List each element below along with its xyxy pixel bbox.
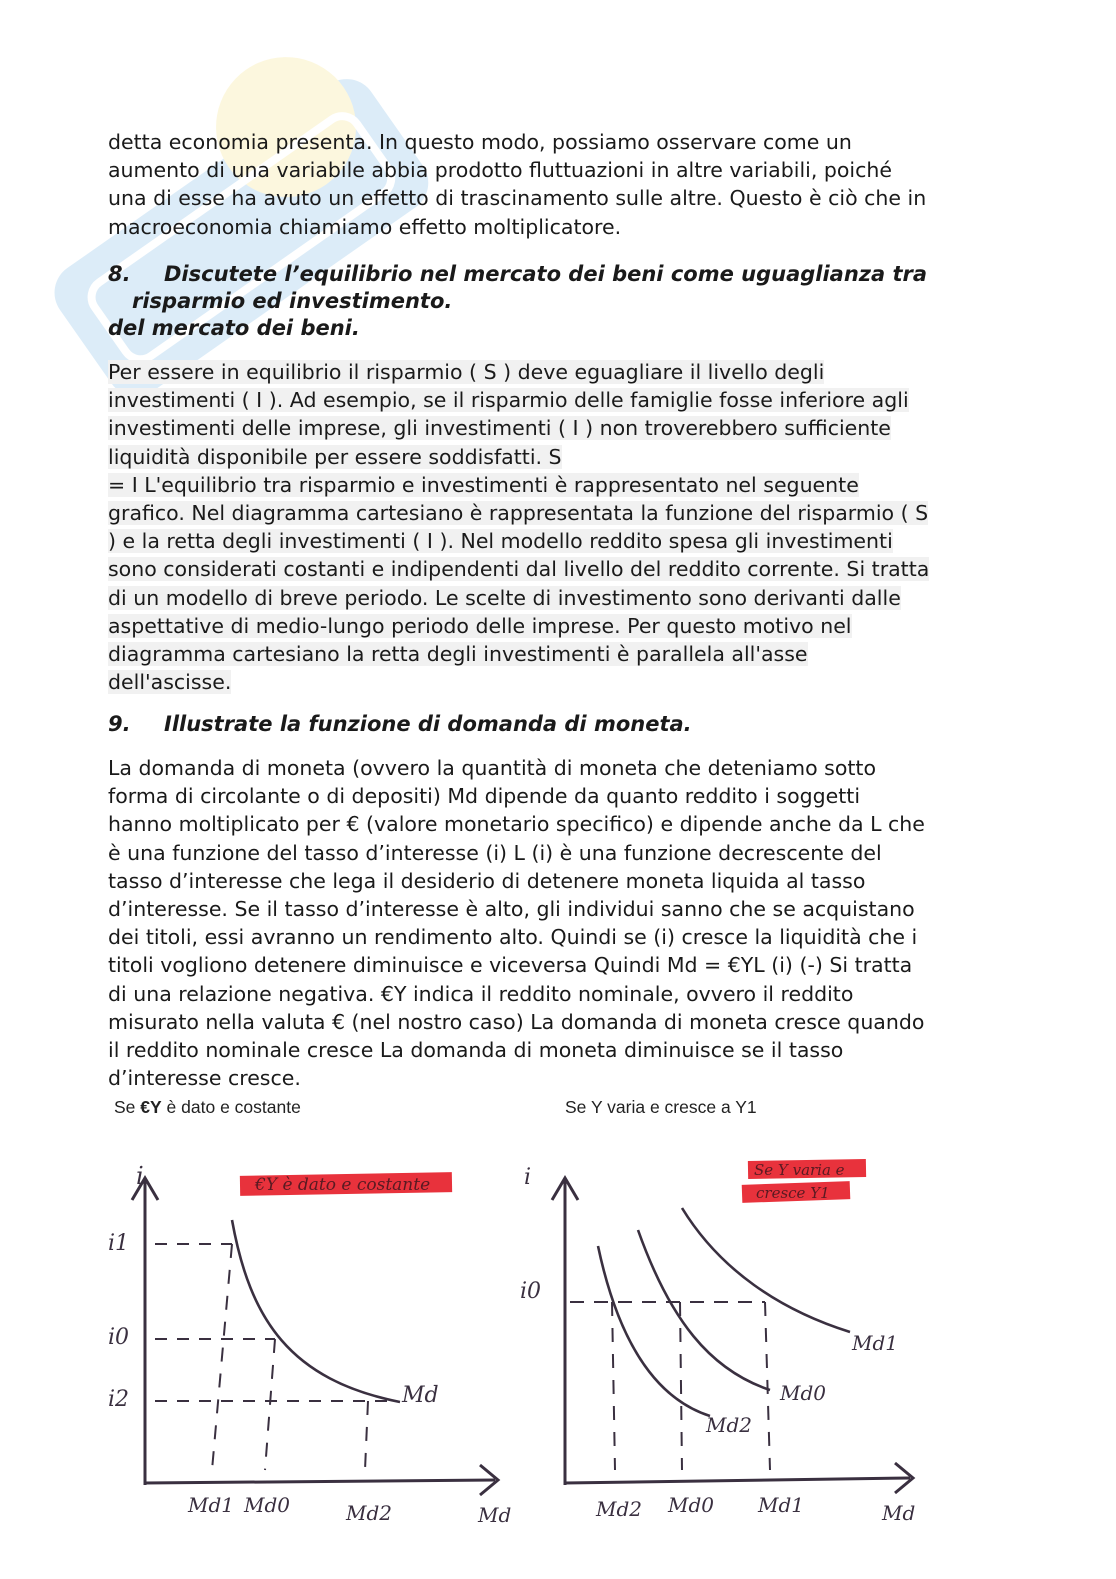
text-line: diagramma cartesiano la retta degli investimenti è parallela all'asse [108,642,808,667]
text-line: hanno moltiplicato per € (valore monetario specifico) e dipende anche da L che [108,812,925,837]
right-graph-caption: Se Y varia e cresce a Y1 [565,1097,757,1117]
text-line: investimenti delle imprese, gli investimenti ( I ) non troverebbero sufficiente [108,416,891,441]
question-title-cont: risparmio ed investimento. [132,289,453,313]
question-9-heading [108,711,1008,738]
red-tag-label: Se Y varia e [754,1161,845,1179]
question-number: 9. [108,712,131,736]
tick-md0: Md0 [244,1493,291,1517]
tick-md1: Md1 [758,1493,805,1517]
text-line: è una funzione del tasso d’interesse (i) L (i) è una funzione decrescente del [108,840,882,865]
text-line: dell'ascisse. [108,670,232,695]
text-line: di una relazione negativa. €Y indica il reddito nominale, ovvero il reddito [108,981,854,1006]
question-number: 8. [108,262,131,286]
curve-label-md: Md [402,1383,439,1408]
tick-md2: Md2 [596,1497,643,1521]
graph-background [100,1150,520,1550]
caption-bold: €Y [140,1097,162,1117]
text-line: misurato nella valuta € (nel nostro caso) La domanda di moneta cresce quando [108,1009,925,1034]
x-axis-label: Md [478,1503,512,1527]
text-line: La domanda di moneta (ovvero la quantità di moneta che deteniamo sotto [108,756,877,780]
question-8-answer [108,358,1008,696]
text-line: d’interesse cresce. [108,1066,301,1091]
text-line: investimenti ( I ). Ad esempio, se il risparmio delle famiglie fosse inferiore agli [108,388,909,413]
x-axis-label: Md [882,1501,916,1525]
money-demand-graph-right [510,1150,930,1550]
text-line: titoli vogliono detenere diminuisce e viceversa Quindi Md = €YL (i) (-) Si tratta [108,953,913,978]
caption-text: Se [114,1097,141,1117]
y-axis-label: i [524,1165,532,1190]
tick-md0: Md0 [668,1493,715,1517]
tick-i0: i0 [520,1279,542,1304]
tick-i1: i1 [108,1231,130,1256]
question-subtitle: del mercato dei beni. [108,316,360,340]
question-8-heading [108,261,1008,342]
tick-md1: Md1 [188,1493,235,1517]
red-tag-label: cresce Y1 [756,1184,830,1202]
text-line: aspettative di medio-lungo periodo delle imprese. Per questo motivo nel [108,613,852,638]
text-line: liquidità disponibile per essere soddisfatti. S [108,444,562,469]
curve-label-md1: Md1 [852,1331,899,1355]
text-line: tasso d’interesse che lega il desiderio di detenere moneta liquida al tasso [108,868,866,893]
text-line: dei titoli, essi avranno un rendimento alto. Quindi se (i) cresce la liquidità che i [108,925,918,950]
curve-label-md2: Md2 [706,1413,753,1437]
left-graph-caption [114,1097,301,1118]
caption-text: è dato e costante [161,1097,301,1117]
text-line: aumento di una variabile abbia prodotto fluttuazioni in altre variabili, poiché [108,158,892,183]
text-line: sono considerati costanti e indipendenti dal livello del reddito corrente. Si tratta [108,557,930,582]
text-line: una di esse ha avuto un effetto di trascinamento sulle altre. Questo è ciò che in [108,186,927,211]
text-line: grafico. Nel diagramma cartesiano è rappresentata la funzione del risparmio ( S [108,501,929,526]
question-title: Discutete l’equilibrio nel mercato dei beni come uguaglianza tra [164,262,928,286]
question-9-answer [108,754,1008,1092]
text-line: Per essere in equilibrio il risparmio ( S ) deve eguagliare il livello degli [108,360,825,384]
tick-md2: Md2 [346,1501,393,1525]
text-line: ) e la retta degli investimenti ( I ). Nel modello reddito spesa gli investimenti [108,529,893,554]
intro-paragraph [108,128,1008,241]
y-axis-label: i [136,1162,144,1190]
question-title: Illustrate la funzione di domanda di moneta. [164,712,692,736]
text-line: il reddito nominale cresce La domanda di moneta diminuisce se il tasso [108,1038,844,1063]
tick-i0: i0 [108,1325,130,1350]
red-tag-label: €Y è dato e costante [255,1175,431,1195]
text-line: macroeconomia chiamiamo effetto moltiplicatore. [108,214,622,239]
money-demand-graph-left [100,1150,520,1550]
text-line: = I L'equilibrio tra risparmio e investimenti è rappresentato nel seguente [108,472,859,497]
tick-i2: i2 [108,1387,130,1412]
text-line: d’interesse. Se il tasso d’interesse è alto, gli individui sanno che se acquistano [108,897,915,922]
curve-label-md0: Md0 [780,1381,827,1405]
text-line: forma di circolante o di depositi) Md dipende da quanto reddito i soggetti [108,784,861,809]
text-line: di un modello di breve periodo. Le scelte di investimento sono derivanti dalle [108,585,901,610]
text-line: detta economia presenta. In questo modo, possiamo osservare come un [108,130,852,154]
